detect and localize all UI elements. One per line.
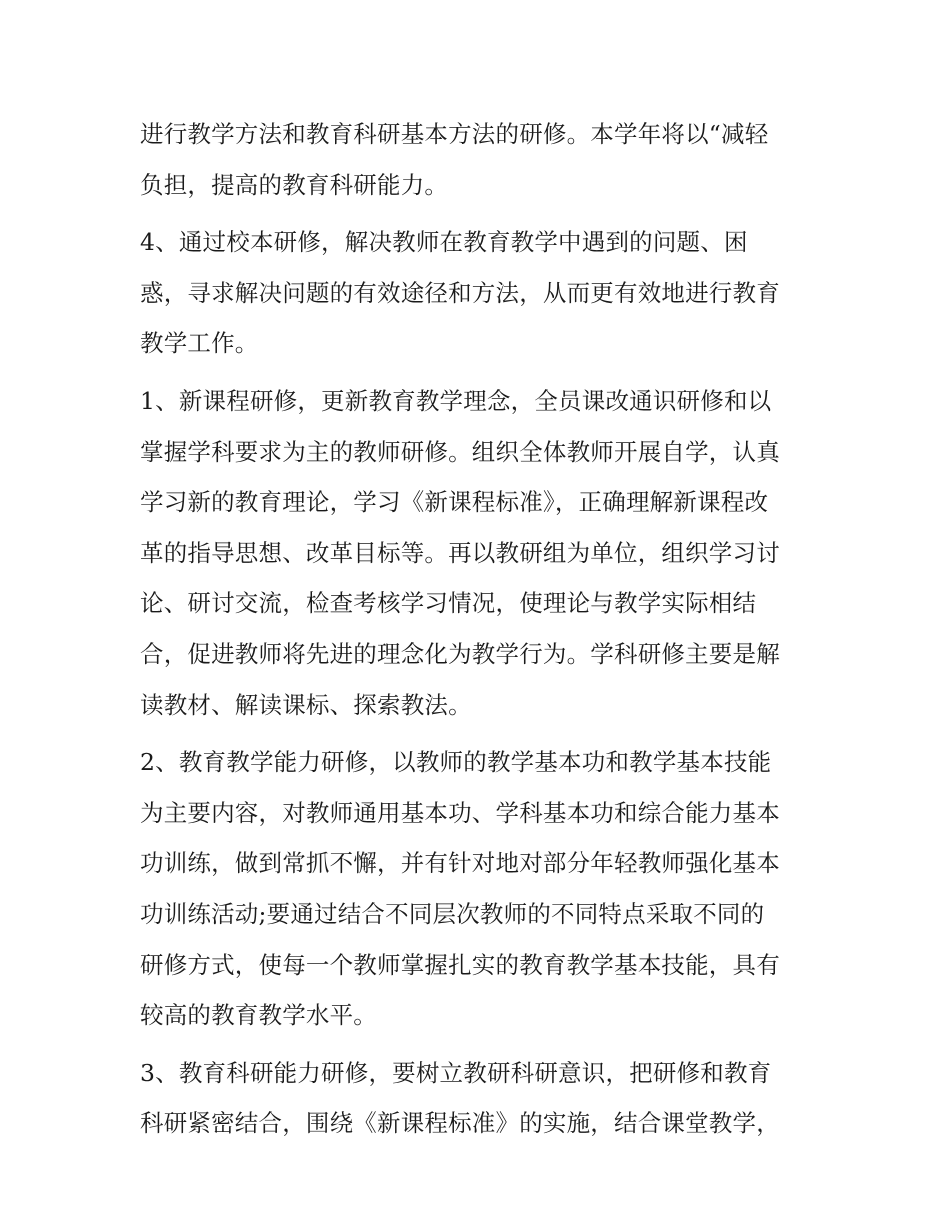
text-line: 合，促进教师将先进的理念化为教学行为。学科研修主要是解 [140, 639, 780, 668]
text-line: 科研紧密结合，围绕《新课程标准》的实施，结合课堂教学， [140, 1109, 780, 1138]
text-line: 1、新课程研修，更新教育教学理念，全员课改通识研修和以 [140, 386, 772, 415]
text-line: 2、教育教学能力研修，以教师的教学基本功和教学基本技能 [140, 748, 772, 777]
paragraph-content-2 [140, 737, 820, 1041]
text-line: 研修方式，使每一个教师掌握扎实的教育教学基本技能，具有 [140, 950, 780, 979]
text-line: 负担，提高的教育科研能力。 [140, 170, 449, 199]
text-line: 革的指导思想、改革目标等。再以教研组为单位，组织学习讨 [140, 538, 780, 567]
text-line: 进行教学方法和教育科研基本方法的研修。本学年将以“减轻 [140, 120, 769, 148]
text-line: 教学工作。 [140, 329, 259, 358]
text-line: 论、研讨交流，检查考核学习情况，使理论与教学实际相结 [140, 589, 757, 618]
text-line: 读教材、解读课标、探索教法。 [140, 690, 472, 719]
text-line: 惑，寻求解决问题的有效途径和方法，从而更有效地进行教育 [140, 278, 780, 307]
text-line: 掌握学科要求为主的教师研修。组织全体教师开展自学，认真 [140, 437, 780, 466]
paragraph-intro-continuation [140, 109, 820, 210]
text-line: 较高的教育教学水平。 [140, 1001, 377, 1030]
text-line: 3、教育科研能力研修，要树立教研科研意识，把研修和教育 [140, 1058, 772, 1087]
text-line: 4、通过校本研修，解决教师在教育教学中遇到的问题、困 [140, 228, 748, 257]
paragraph-content-1 [140, 376, 820, 730]
text-line: 功训练，做到常抓不懈，并有针对地对部分年轻教师强化基本 [140, 849, 780, 878]
text-line: 学习新的教育理论，学习《新课程标准》，正确理解新课程改 [140, 488, 769, 517]
paragraph-content-3 [140, 1048, 820, 1149]
text-line: 为主要内容，对教师通用基本功、学科基本功和综合能力基本 [140, 798, 780, 827]
text-line: 功训练活动;要通过结合不同层次教师的不同特点采取不同的 [140, 899, 765, 928]
document-body [140, 109, 820, 1156]
paragraph-goal-4 [140, 217, 820, 369]
